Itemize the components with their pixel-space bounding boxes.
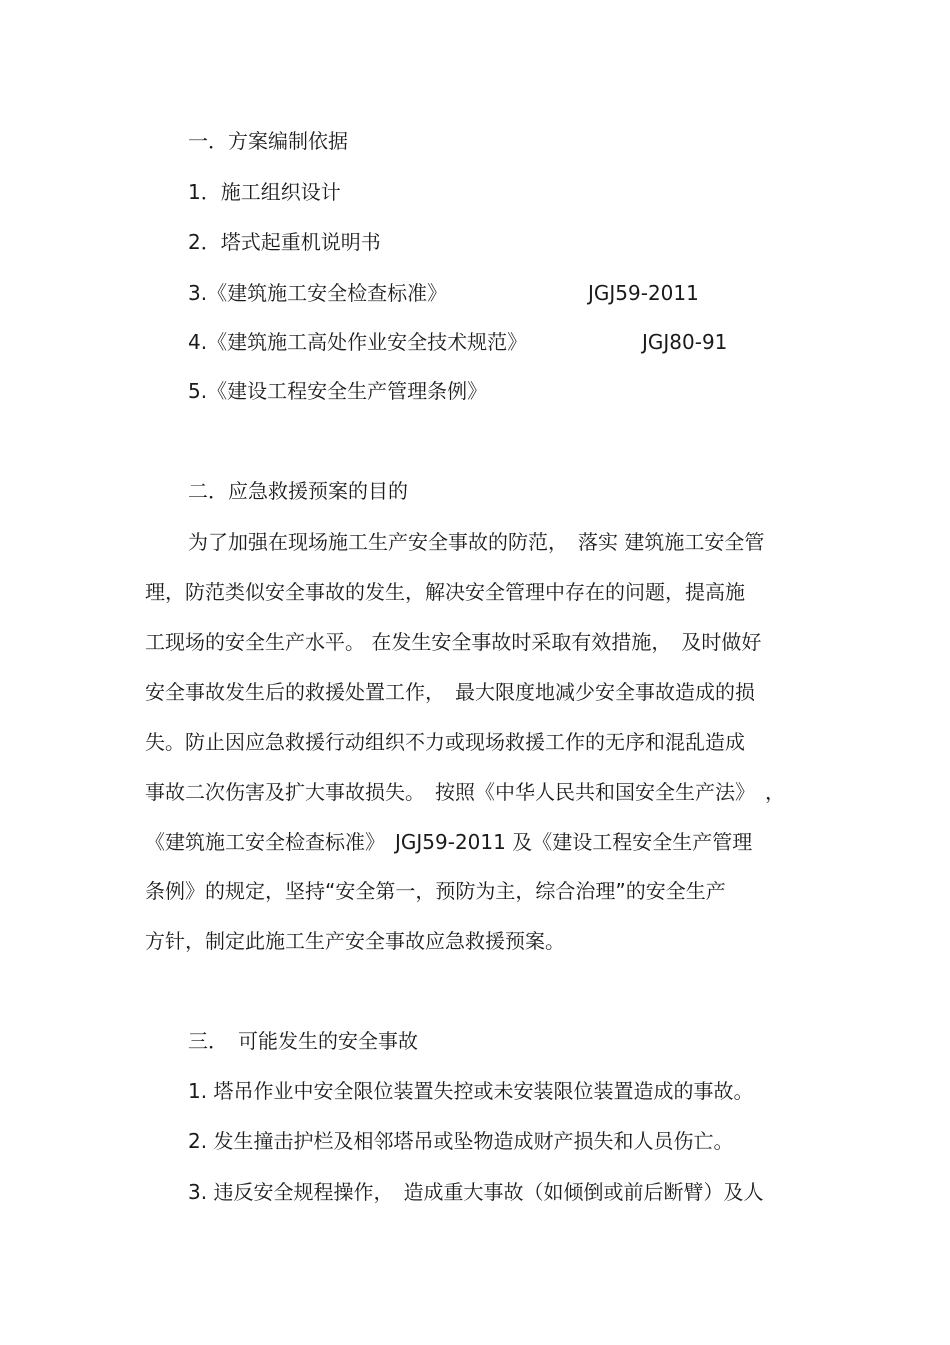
- section1-item-3: 3.《建筑施工安全检查标准》: [188, 281, 448, 305]
- section2-line-2: 理，防范类似安全事故的发生，解决安全管理中存在的问题，提高施: [145, 580, 745, 604]
- section1-item-2: 2．塔式起重机说明书: [188, 230, 381, 254]
- section2-line-6: 事故二次伤害及扩大事故损失。 按照《中华人民共和国安全生产法》 ，: [145, 780, 785, 804]
- section2-line-5: 失。防止因应急救援行动组织不力或现场救援工作的无序和混乱造成: [145, 730, 745, 754]
- section1-heading: 一．方案编制依据: [188, 129, 348, 153]
- section2-line-1: 为了加强在现场施工生产安全事故的防范， 落实 建筑施工安全管: [188, 530, 765, 554]
- section2-line-3: 工现场的安全生产水平。 在发生安全事故时采取有效措施， 及时做好: [145, 630, 762, 654]
- section1-item-4-code: JGJ80-91: [642, 330, 728, 354]
- section2-line-9: 方针，制定此施工生产安全事故应急救援预案。: [145, 929, 565, 953]
- section2-line-7: 《建筑施工安全检查标准》 JGJ59-2011 及《建设工程安全生产管理: [145, 830, 753, 854]
- section1-item-3-code: JGJ59-2011: [588, 281, 699, 305]
- section2-line-4: 安全事故发生后的救援处置工作， 最大限度地减少安全事故造成的损: [145, 680, 755, 704]
- section1-item-4: 4.《建筑施工高处作业安全技术规范》: [188, 330, 528, 354]
- section2-heading: 二．应急救援预案的目的: [188, 479, 408, 503]
- section1-item-5: 5.《建设工程安全生产管理条例》: [188, 379, 488, 403]
- section3-item-2: 2. 发生撞击护栏及相邻塔吊或坠物造成财产损失和人员伤亡。: [188, 1129, 734, 1153]
- section3-item-3: 3. 违反安全规程操作， 造成重大事故（如倾倒或前后断臂）及人: [188, 1180, 764, 1204]
- section1-item-1: 1．施工组织设计: [188, 180, 341, 204]
- section3-item-1: 1. 塔吊作业中安全限位装置失控或未安装限位装置造成的事故。: [188, 1079, 754, 1103]
- section2-line-8: 条例》的规定，坚持“安全第一，预防为主，综合治理”的安全生产: [145, 879, 726, 903]
- section3-heading: 三． 可能发生的安全事故: [188, 1029, 418, 1053]
